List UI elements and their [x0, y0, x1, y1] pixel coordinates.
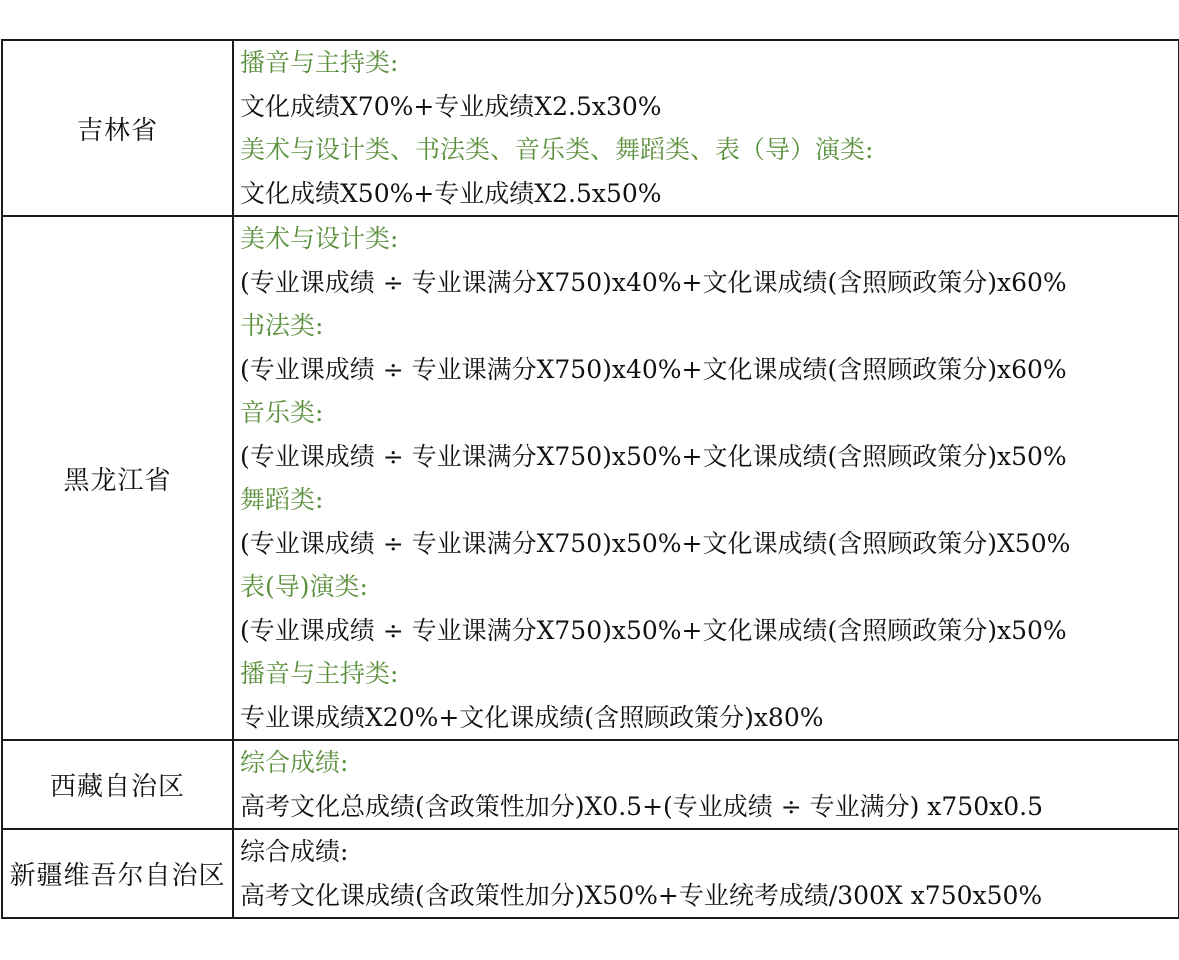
formula-text: (专业课成绩 ÷ 专业课满分X750)x50%+文化课成绩(含照顾政策分)X50% — [240, 528, 1071, 558]
province-cell: 西藏自治区 — [2, 740, 233, 829]
formula-text: 专业课成绩X20%+文化课成绩(含照顾政策分)x80% — [240, 702, 824, 732]
category-label: 美术与设计类、书法类、音乐类、舞蹈类、表（导）演类: — [240, 135, 874, 164]
category-label: 音乐类: — [240, 398, 324, 427]
formula-text: 高考文化课成绩(含政策性加分)X50%+专业统考成绩/300X x750x50% — [240, 880, 1043, 910]
formula-text: 高考文化总成绩(含政策性加分)X0.5+(专业成绩 ÷ 专业满分) x750x0.5 — [240, 791, 1043, 821]
province-cell: 吉林省 — [2, 40, 233, 216]
table-row-xinjiang — [2, 829, 1179, 918]
category-label: 书法类: — [240, 311, 324, 340]
formula-cell — [233, 740, 1179, 829]
province-cell: 黑龙江省 — [2, 216, 233, 740]
category-label: 舞蹈类: — [240, 485, 324, 514]
category-label: 播音与主持类: — [240, 48, 399, 77]
formula-text: (专业课成绩 ÷ 专业课满分X750)x40%+文化课成绩(含照顾政策分)x60% — [240, 267, 1067, 297]
formula-cell — [233, 216, 1179, 740]
formula-text: (专业课成绩 ÷ 专业课满分X750)x50%+文化课成绩(含照顾政策分)x50% — [240, 441, 1067, 471]
formula-cell — [233, 40, 1179, 216]
formula-text: (专业课成绩 ÷ 专业课满分X750)x50%+文化课成绩(含照顾政策分)x50% — [240, 615, 1067, 645]
category-label: 播音与主持类: — [240, 659, 399, 688]
category-label: 表(导)演类: — [240, 572, 368, 601]
category-label: 综合成绩: — [240, 837, 349, 866]
score-formula-table — [1, 39, 1179, 919]
formula-cell — [233, 829, 1179, 918]
formula-text: 文化成绩X50%+专业成绩X2.5x50% — [240, 178, 662, 208]
province-cell: 新疆维吾尔自治区 — [2, 829, 233, 918]
formula-text: (专业课成绩 ÷ 专业课满分X750)x40%+文化课成绩(含照顾政策分)x60% — [240, 354, 1067, 384]
formula-text: 文化成绩X70%+专业成绩X2.5x30% — [240, 91, 662, 121]
table-row-jilin — [2, 40, 1179, 216]
table-row-heilongjiang — [2, 216, 1179, 740]
category-label: 综合成绩: — [240, 748, 349, 777]
category-label: 美术与设计类: — [240, 224, 399, 253]
table-row-tibet — [2, 740, 1179, 829]
